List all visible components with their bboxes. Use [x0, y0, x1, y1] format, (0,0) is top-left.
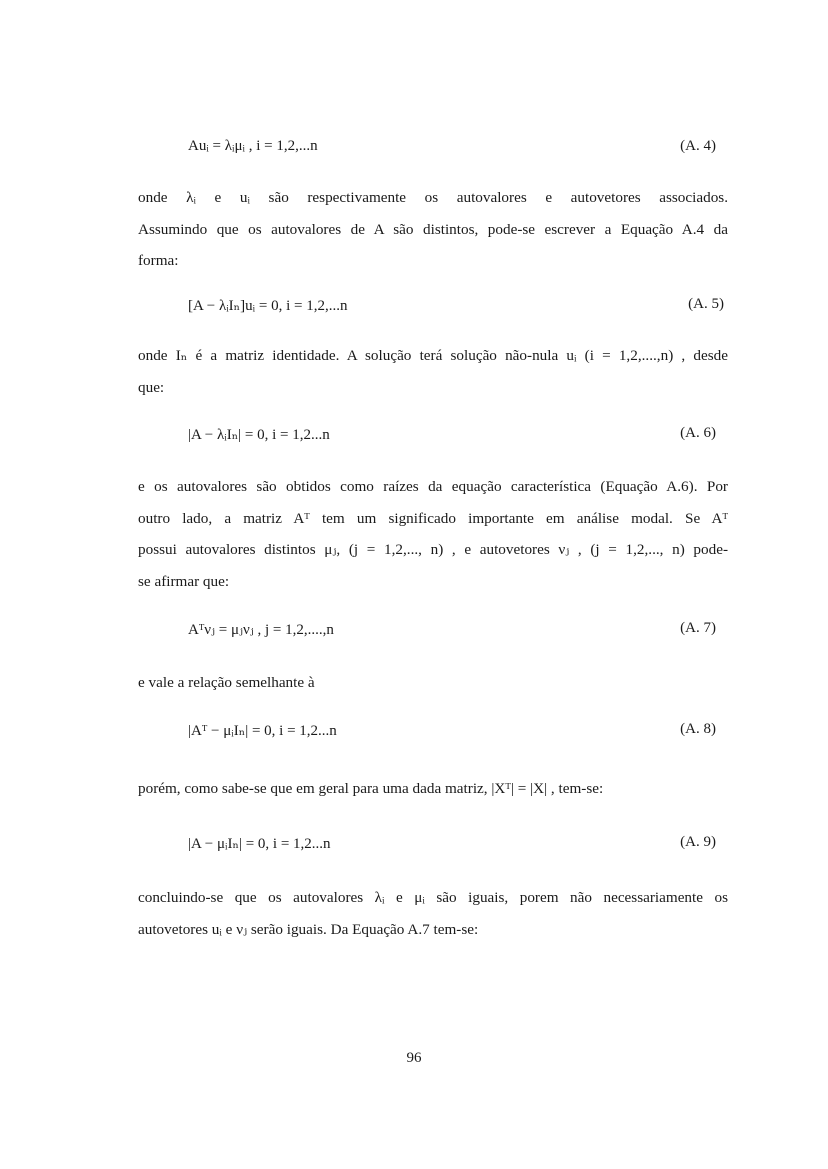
text-line: onde Iₙ é a matriz identidade. A solução terá solução não-nula uᵢ (i = 1,2,....,n) , desde	[138, 347, 728, 364]
paragraph-5	[138, 773, 728, 805]
equation-a8: |Aᵀ − μᵢIₙ| = 0, i = 1,2...n	[188, 723, 337, 739]
equation-a4: Auᵢ = λᵢμᵢ , i = 1,2,...n	[188, 138, 318, 154]
paragraph-3	[138, 471, 728, 597]
text-line: concluindo-se que os autovalores λᵢ e μᵢ são iguais, porem não necessariamente os	[138, 889, 728, 906]
equation-a7-number: (A. 7)	[680, 620, 716, 636]
equation-a7: Aᵀνⱼ = μⱼνⱼ , j = 1,2,....,n	[188, 622, 334, 638]
text-line: autovetores uᵢ e νⱼ serão iguais. Da Equação A.7 tem-se:	[138, 920, 479, 938]
paragraph-6	[138, 882, 728, 945]
text-line: onde λᵢ e uᵢ são respectivamente os autovalores e autovetores associados.	[138, 189, 728, 206]
equation-a6: |A − λᵢIₙ| = 0, i = 1,2...n	[188, 427, 330, 443]
equation-a4-number: (A. 4)	[680, 138, 716, 154]
paragraph-2	[138, 340, 728, 403]
text-line: se afirmar que:	[138, 572, 230, 590]
text-line: outro lado, a matriz Aᵀ tem um significado importante em análise modal. Se Aᵀ	[138, 509, 728, 527]
text-line: e vale a relação semelhante à	[138, 674, 315, 691]
text-line: e os autovalores são obtidos como raízes da equação característica (Equação A.6). Por	[138, 478, 728, 495]
equation-a5-number: (A. 5)	[688, 296, 724, 312]
equation-a6-number: (A. 6)	[680, 425, 716, 441]
equation-a8-number: (A. 8)	[680, 721, 716, 737]
equation-a9: |A − μᵢIₙ| = 0, i = 1,2...n	[188, 836, 331, 852]
paragraph-1	[138, 182, 728, 277]
text-line: forma:	[138, 252, 179, 269]
page-number: 96	[406, 1050, 422, 1066]
equation-a5: [A − λᵢIₙ]uᵢ = 0, i = 1,2,...n	[188, 298, 348, 314]
equation-a9-number: (A. 9)	[680, 834, 716, 850]
text-line: que:	[138, 378, 165, 396]
paragraph-4	[138, 667, 728, 699]
text-line: porém, como sabe-se que em geral para uma dada matriz, |Xᵀ| = |X| , tem-se:	[138, 780, 604, 797]
text-line: possui autovalores distintos μⱼ, (j = 1,2,..., n) , e autovetores νⱼ , (j = 1,2,..., n) pode-	[138, 541, 728, 558]
text-line: Assumindo que os autovalores de A são distintos, pode-se escrever a Equação A.4 da	[138, 220, 728, 238]
